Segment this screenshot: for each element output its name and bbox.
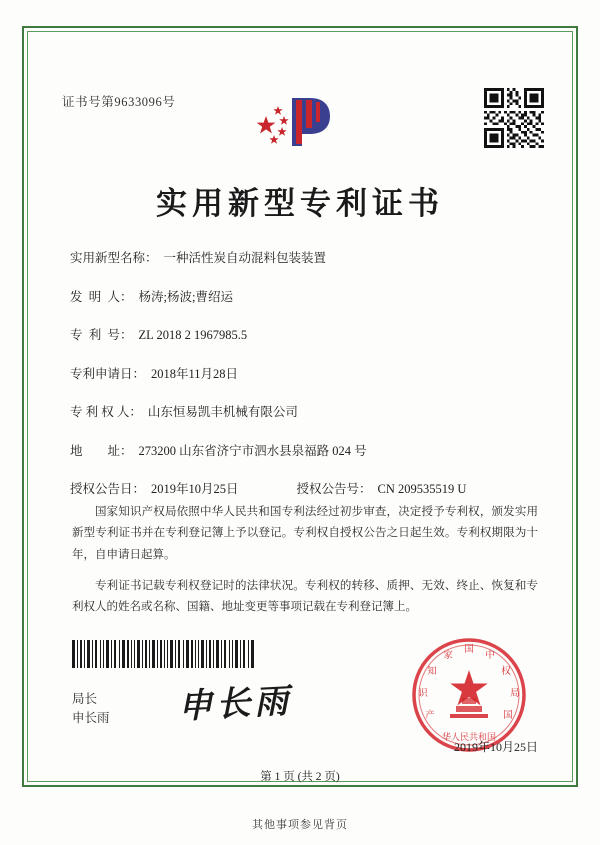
body-text — [72, 502, 538, 628]
svg-text:权: 权 — [501, 667, 511, 677]
field-row-inventor — [70, 287, 530, 305]
field-row-application-date — [70, 364, 530, 382]
page-count: 第 1 页 (共 2 页) — [260, 771, 340, 783]
field-value: 山东恒易凯丰机械有限公司 — [147, 405, 298, 419]
border-corner-top-right — [560, 26, 578, 44]
field-label: 专 利 号： — [70, 328, 133, 342]
svg-text:家: 家 — [443, 651, 453, 661]
svg-text:识: 识 — [418, 689, 428, 699]
handwritten-signature: 申长雨 — [177, 683, 294, 726]
field-label: 地 址： — [70, 443, 133, 458]
svg-text:知: 知 — [427, 667, 437, 677]
field-row-utility-model-name — [70, 248, 530, 266]
sipo-logo-icon — [240, 88, 360, 156]
official-red-seal — [410, 636, 528, 754]
footer-note: 其他事项参见背页 — [252, 819, 348, 831]
field-value: 2018年11月28日 — [151, 366, 239, 381]
svg-text:局: 局 — [510, 689, 520, 699]
field-row-grant-announcement — [70, 479, 530, 497]
qr-code-icon — [484, 88, 544, 148]
certificate-number: 证书号第9633096号 — [62, 95, 176, 109]
svg-text:产: 产 — [425, 711, 435, 721]
page-title: 实用新型专利证书 — [156, 186, 444, 221]
fields-list — [70, 248, 530, 518]
svg-text:国: 国 — [503, 711, 513, 721]
field-label: 实用新型名称： — [70, 251, 158, 265]
director-title-label: 局长 — [72, 692, 98, 706]
grant-date-label: 授权公告日： — [70, 482, 146, 496]
grant-date-value: 2019年10月25日 — [151, 482, 239, 496]
body-paragraph-2: 专利证书记载专利权登记时的法律状况。专利权的转移、质押、无效、终止、恢复和专利权人的姓名或名称、国籍、地址变更等事项记载在专利登记簿上。 — [72, 579, 538, 614]
field-label: 发 明 人： — [70, 289, 133, 304]
field-label: 专 利 权 人： — [70, 405, 142, 419]
field-label: 专利申请日： — [70, 366, 146, 381]
grant-number-label: 授权公告号： — [296, 482, 372, 496]
body-paragraph-1: 国家知识产权局依照中华人民共和国专利法经过初步审查，决定授予专利权，颁发实用新型专利证书并在专利登记簿上予以登记。专利权自授权公告之日起生效。专利权期限为十年，自申请日起算。 — [72, 506, 538, 561]
signature-block — [72, 690, 110, 728]
field-row-patentee — [70, 402, 530, 420]
grant-number-value: CN 209535519 U — [377, 482, 467, 496]
field-value: 一种活性炭自动混料包装装置 — [163, 251, 327, 265]
svg-text:国: 国 — [464, 645, 474, 655]
field-row-patent-number — [70, 325, 530, 343]
border-corner-top-left — [22, 26, 40, 44]
svg-text:华人民共和国: 华人民共和国 — [441, 732, 497, 742]
field-value: 杨涛;杨波;曹绍运 — [138, 289, 233, 304]
field-value: ZL 2018 2 1967985.5 — [138, 328, 248, 342]
field-value: 273200 山东省济宁市泗水县泉福路 024 号 — [138, 443, 367, 458]
barcode-icon — [72, 640, 257, 668]
director-name-label: 申长雨 — [72, 710, 110, 725]
field-row-address — [70, 441, 530, 459]
seal-date: 2019年10月25日 — [453, 740, 538, 754]
svg-text:中: 中 — [485, 651, 495, 661]
